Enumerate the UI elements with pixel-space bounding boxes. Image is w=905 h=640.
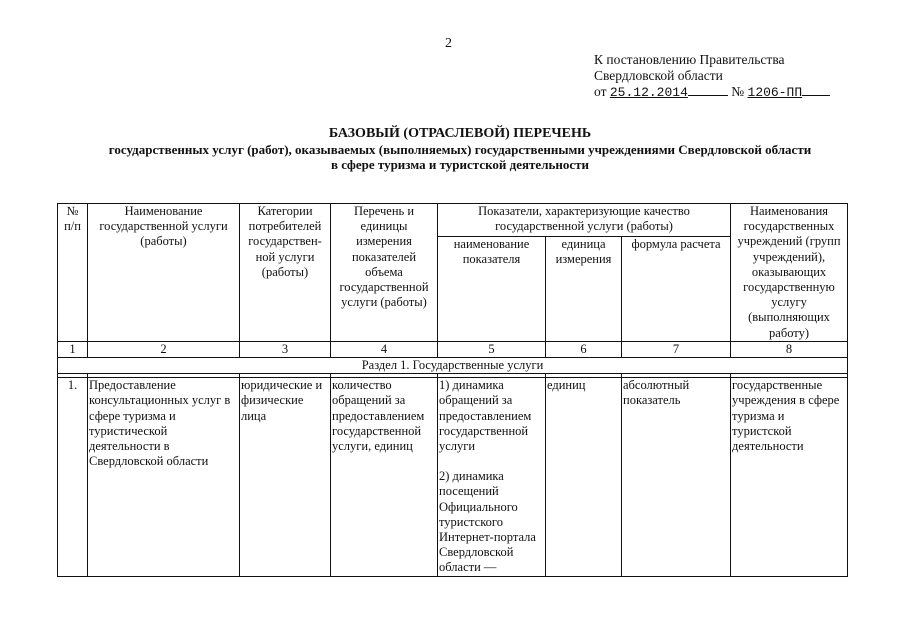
column-number-row bbox=[58, 341, 848, 357]
section-row bbox=[58, 358, 848, 374]
col-num-1: 1 bbox=[58, 341, 88, 357]
date-prefix: от bbox=[594, 84, 607, 99]
number-underline bbox=[802, 85, 830, 96]
page-number: 2 bbox=[445, 36, 452, 51]
number-sign: № bbox=[731, 84, 745, 99]
row-unit: единиц bbox=[546, 378, 622, 576]
header-formula: формула расчета bbox=[622, 236, 731, 341]
header-no: № п/п bbox=[58, 204, 88, 342]
header-unit: единица измерения bbox=[546, 236, 622, 341]
header-categories: Категории потребителей государствен- ной услуги (работы) bbox=[240, 204, 331, 342]
appendix-date-line bbox=[594, 84, 830, 101]
document-title: БАЗОВЫЙ (ОТРАСЛЕВОЙ) ПЕРЕЧЕНЬ bbox=[328, 126, 592, 141]
row-indicators bbox=[438, 378, 546, 576]
appendix-line-1: К постановлению Правительства bbox=[594, 52, 785, 67]
col-num-7: 7 bbox=[622, 341, 731, 357]
decree-number: 1206-ПП bbox=[747, 85, 803, 100]
appendix-note bbox=[594, 52, 830, 101]
row-institutions: государственные учреждения в сфере туризма и туристской деятельности bbox=[731, 378, 848, 576]
row-number: 1. bbox=[58, 378, 88, 576]
col-num-6: 6 bbox=[546, 341, 622, 357]
date-underline bbox=[688, 85, 728, 96]
header-indicator-name: наименование показателя bbox=[438, 236, 546, 341]
services-table bbox=[57, 203, 848, 577]
row-service-name: Предоставление консультационных услуг в сфере туризма и туристической деятельности в Свердловской области bbox=[88, 378, 240, 576]
col-num-3: 3 bbox=[240, 341, 331, 357]
subtitle-line-1: государственных услуг (работ), оказываемых (выполняемых) государственными учреждениями Свердловской области bbox=[108, 142, 812, 157]
decree-date: 25.12.2014 bbox=[609, 85, 688, 100]
document-subtitle bbox=[40, 142, 880, 172]
table-row bbox=[58, 378, 848, 576]
col-num-2: 2 bbox=[88, 341, 240, 357]
header-row-1 bbox=[58, 204, 848, 237]
appendix-line-2: Свердловской области bbox=[594, 68, 723, 83]
row-volume: количество обращений за предоставлением государственной услуги, единиц bbox=[331, 378, 438, 576]
header-volume-units: Перечень и единицы измерения показателей объема государственной услуги (работы) bbox=[331, 204, 438, 342]
col-num-8: 8 bbox=[731, 341, 848, 357]
header-service-name: Наименование государственной услуги (работы) bbox=[88, 204, 240, 342]
header-quality-group: Показатели, характеризующие качество государственной услуги (работы) bbox=[438, 204, 731, 237]
col-num-5: 5 bbox=[438, 341, 546, 357]
indicator-1: 1) динамика обращений за предоставлением государственной услуги bbox=[439, 378, 532, 454]
subtitle-line-2: в сфере туризма и туристской деятельности bbox=[330, 157, 590, 172]
col-num-4: 4 bbox=[331, 341, 438, 357]
row-formula: абсолютный показатель bbox=[622, 378, 731, 576]
indicator-2: 2) динамика посещений Официального туристского Интернет-портала Свердловской области — bbox=[439, 469, 536, 575]
section-title: Раздел 1. Государственные услуги bbox=[58, 358, 848, 374]
header-institutions: Наименования государственных учреждений (групп учреждений), оказывающих государственную услугу (выполняющих работу) bbox=[731, 204, 848, 342]
row-categories: юридические и физические лица bbox=[240, 378, 331, 576]
